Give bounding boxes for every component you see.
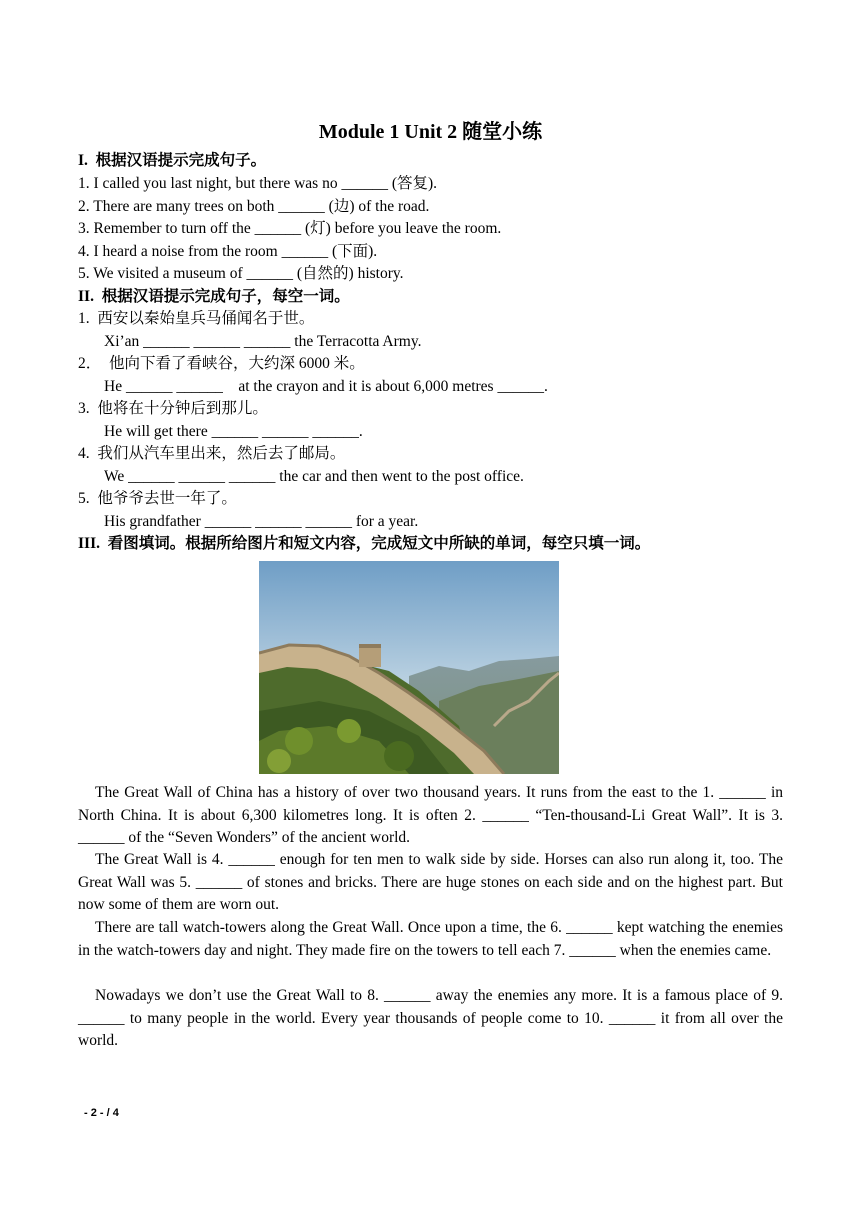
section-2-item-en: He ______ ______ at the crayon and it is about 6,000 metres ______.: [104, 378, 548, 395]
page-number: - 2 - / 4: [84, 1107, 119, 1119]
section-2-item-en: He will get there ______ ______ ______.: [104, 423, 363, 440]
section-1-heading: I. 根据汉语提示完成句子。: [78, 152, 267, 169]
section-2-item-en: Xi’an ______ ______ ______ the Terracotta Army.: [104, 333, 422, 350]
section-1-item: 4. I heard a noise from the room ______ (下面).: [78, 243, 378, 260]
section-2-item-cn: 5. 他爷爷去世一年了。: [78, 490, 237, 507]
section-2-item-cn: 2． 他向下看了看峡谷，大约深 6000 米。: [78, 355, 365, 372]
section-1-item: 1. I called you last night, but there was no ______ (答复).: [78, 175, 438, 192]
section-2-item-en: His grandfather ______ ______ ______ for a year.: [104, 513, 419, 530]
section-1-item: 3. Remember to turn off the ______ (灯) before you leave the room.: [78, 220, 502, 237]
reading-paragraph: The Great Wall is 4. ______ enough for ten men to walk side by side. Horses can also run along it, too. The Great Wall was 5. ______ of stones and bricks. There are huge stones on each side and on the highest part. But now some of them are worn out.: [78, 851, 783, 913]
reading-paragraph: Nowadays we don’t use the Great Wall to 8. ______ away the enemies any more. It is a famous place of 9. ______ to many people in the world. Every year thousands of people come to 10. ______ it from all over the world.: [78, 987, 783, 1049]
great-wall-photo: [259, 561, 559, 774]
section-1-item: 5. We visited a museum of ______ (自然的) history.: [78, 265, 404, 282]
section-2-item-en: We ______ ______ ______ the car and then went to the post office.: [104, 468, 524, 485]
page-title: Module 1 Unit 2 随堂小练: [318, 121, 543, 143]
section-2-item-cn: 1. 西安以秦始皇兵马俑闻名于世。: [78, 310, 315, 327]
section-1-item: 2. There are many trees on both ______ (边) of the road.: [78, 198, 430, 215]
section-2-item-cn: 3. 他将在十分钟后到那儿。: [78, 400, 268, 417]
section-2-heading: II. 根据汉语提示完成句子，每空一词。: [78, 288, 350, 305]
reading-paragraph: The Great Wall of China has a history of over two thousand years. It runs from the east to the 1. ______ in North China. It is about 6,300 kilometres long. It is often 2. ______ “Ten-thousand-Li Great Wall”. It is 3. ______ of the “Seven Wonders” of the ancient world.: [78, 784, 783, 846]
section-3-heading: III. 看图填词。根据所给图片和短文内容，完成短文中所缺的单词，每空只填一词。: [78, 535, 651, 552]
section-2-item-cn: 4. 我们从汽车里出来，然后去了邮局。: [78, 445, 346, 462]
reading-paragraph: There are tall watch-towers along the Great Wall. Once upon a time, the 6. ______ kept watching the enemies in the watch-towers day and night. They made fire on the towers to tell each 7. ______ when the enemies came.: [78, 919, 783, 959]
